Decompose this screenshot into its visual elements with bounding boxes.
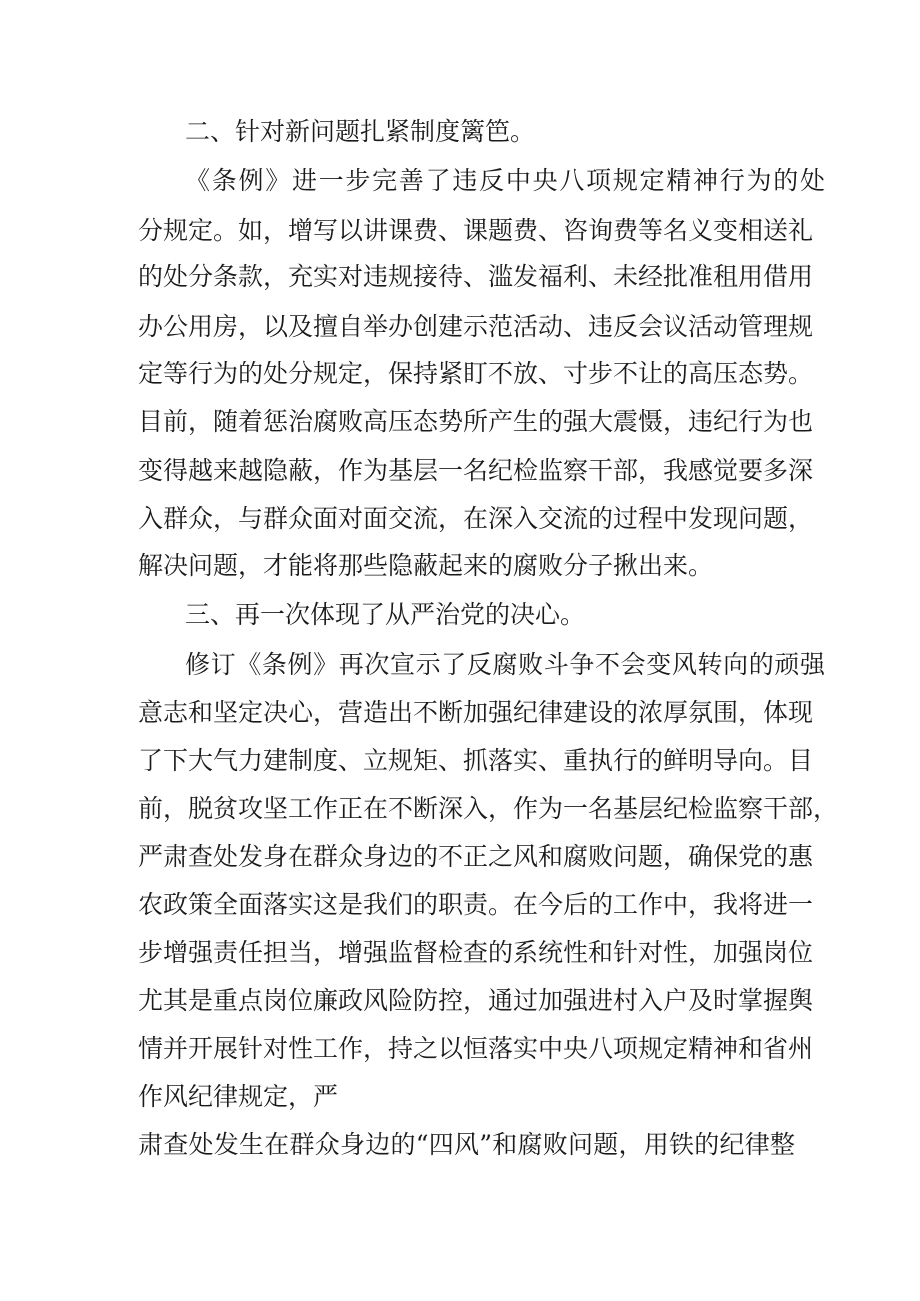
section-3-line-6: 农政策全面落实这是我们的职责。在今后的工作中，我将进一 <box>138 890 814 919</box>
section-3-line-10: 作风纪律规定，严 <box>138 1082 339 1111</box>
section-3-line-3: 了下大气力建制度、立规矩、抓落实、重执行的鲜明导向。目 <box>138 746 814 775</box>
section-3-line-2: 意志和坚定决心，营造出不断加强纪律建设的浓厚氛围，体现 <box>138 698 814 727</box>
section-3-line-7: 步增强责任担当，增强监督检查的系统性和针对性，加强岗位 <box>138 938 814 967</box>
section-3-line-1: 修订《条例》再次宣示了反腐败斗争不会变风转向的顽强 <box>185 650 825 679</box>
section-2-line-7: 变得越来越隐蔽，作为基层一名纪检监察干部，我感觉要多深 <box>138 456 814 485</box>
section-3-line-4: 前，脱贫攻坚工作正在不断深入，作为一名基层纪检监察干部， <box>138 794 839 823</box>
section-2-line-6: 目前，随着惩治腐败高压态势所产生的强大震慑，违纪行为也 <box>138 407 814 436</box>
section-2-line-5: 定等行为的处分规定，保持紧盯不放、寸步不让的高压态势。 <box>138 359 814 388</box>
section-2-heading: 二、针对新问题扎紧制度篱笆。 <box>185 117 536 146</box>
section-3-line-9: 情并开展针对性工作，持之以恒落实中央八项规定精神和省州 <box>138 1034 814 1063</box>
section-3-line-11: 肃查处发生在群众身边的“四风”和腐败问题，用铁的纪律整 <box>138 1130 795 1159</box>
section-3-line-5: 严肃查处发身在群众身边的不正之风和腐败问题，确保党的惠 <box>138 842 814 871</box>
section-2-line-8: 入群众，与群众面对面交流，在深入交流的过程中发现问题， <box>138 504 814 533</box>
section-2-line-1: 《条例》进一步完善了违反中央八项规定精神行为的处 <box>185 166 825 195</box>
section-2-line-9: 解决问题，才能将那些隐蔽起来的腐败分子揪出来。 <box>138 551 714 580</box>
section-2-line-3: 的处分条款，充实对违规接待、滥发福利、未经批准租用借用 <box>138 262 814 291</box>
section-3-heading: 三、再一次体现了从严治党的决心。 <box>185 600 586 629</box>
section-2-line-2: 分规定。如，增写以讲课费、课题费、咨询费等名义变相送礼 <box>138 216 814 245</box>
section-3-line-8: 尤其是重点岗位廉政风险防控，通过加强进村入户及时掌握舆 <box>138 986 814 1015</box>
section-2-line-4: 办公用房，以及擅自举办创建示范活动、违反会议活动管理规 <box>138 312 814 341</box>
